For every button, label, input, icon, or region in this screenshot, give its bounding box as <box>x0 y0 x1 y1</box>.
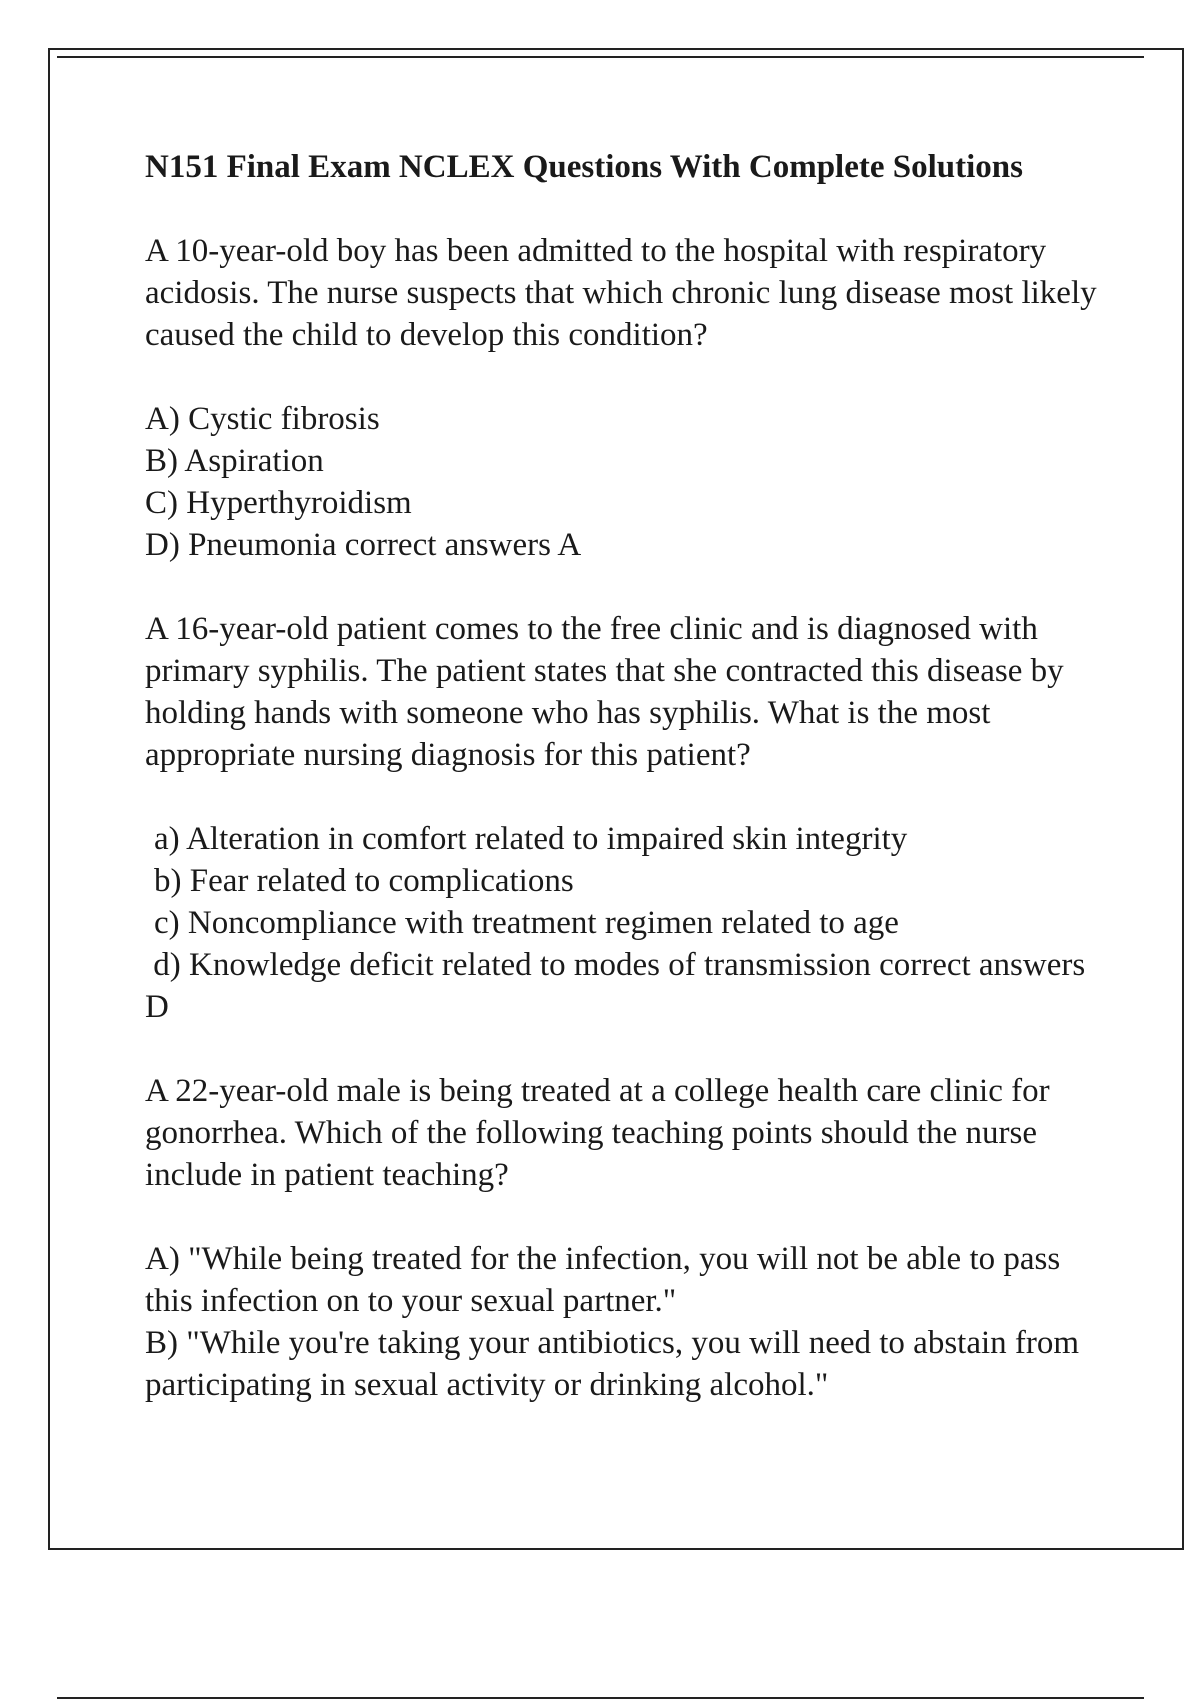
question-1-option-a: A) Cystic fibrosis <box>145 401 380 437</box>
question-2-option-d <box>145 944 1105 1028</box>
question-3-stem: A 22-year-old male is being treated at a college health care clinic for gonorrhea. Which of the following teaching points should the nurse include in patient teaching? <box>145 1073 1050 1193</box>
question-2-options <box>145 818 1105 1028</box>
question-1-option-d: D) Pneumonia correct answers A <box>145 527 582 563</box>
question-2-option-a: a) Alteration in comfort related to impaired skin integrity <box>154 821 908 857</box>
question-2-option-d-text: d) Knowledge deficit related to modes of transmission correct answers D <box>145 947 1086 1025</box>
document-body <box>145 146 1105 1448</box>
question-1-option-c: C) Hyperthyroidism <box>145 485 412 521</box>
question-3-option-a: A) "While being treated for the infection, you will not be able to pass this infection on to your sexual partner." <box>145 1241 1061 1319</box>
question-2-stem: A 16-year-old patient comes to the free clinic and is diagnosed with primary syphilis. The patient states that she contracted this disease by holding hands with someone who has syphilis. What is the most appropriate nursing diagnosis for this patient? <box>145 611 1064 773</box>
question-1-options <box>145 398 1105 566</box>
question-3-options <box>145 1238 1105 1406</box>
question-1-stem: A 10-year-old boy has been admitted to the hospital with respiratory acidosis. The nurse suspects that which chronic lung disease most likely caused the child to develop this condition? <box>145 233 1097 353</box>
question-1-option-b: B) Aspiration <box>145 443 324 479</box>
question-2-option-b: b) Fear related to complications <box>154 863 574 899</box>
page-title: N151 Final Exam NCLEX Questions With Complete Solutions <box>145 149 1023 185</box>
footer-rule <box>57 1697 1144 1699</box>
header-rule <box>57 56 1144 58</box>
question-3-option-b: B) "While you're taking your antibiotics, you will need to abstain from participating in sexual activity or drinking alcohol." <box>145 1325 1080 1403</box>
question-2-option-c: c) Noncompliance with treatment regimen related to age <box>154 905 899 941</box>
